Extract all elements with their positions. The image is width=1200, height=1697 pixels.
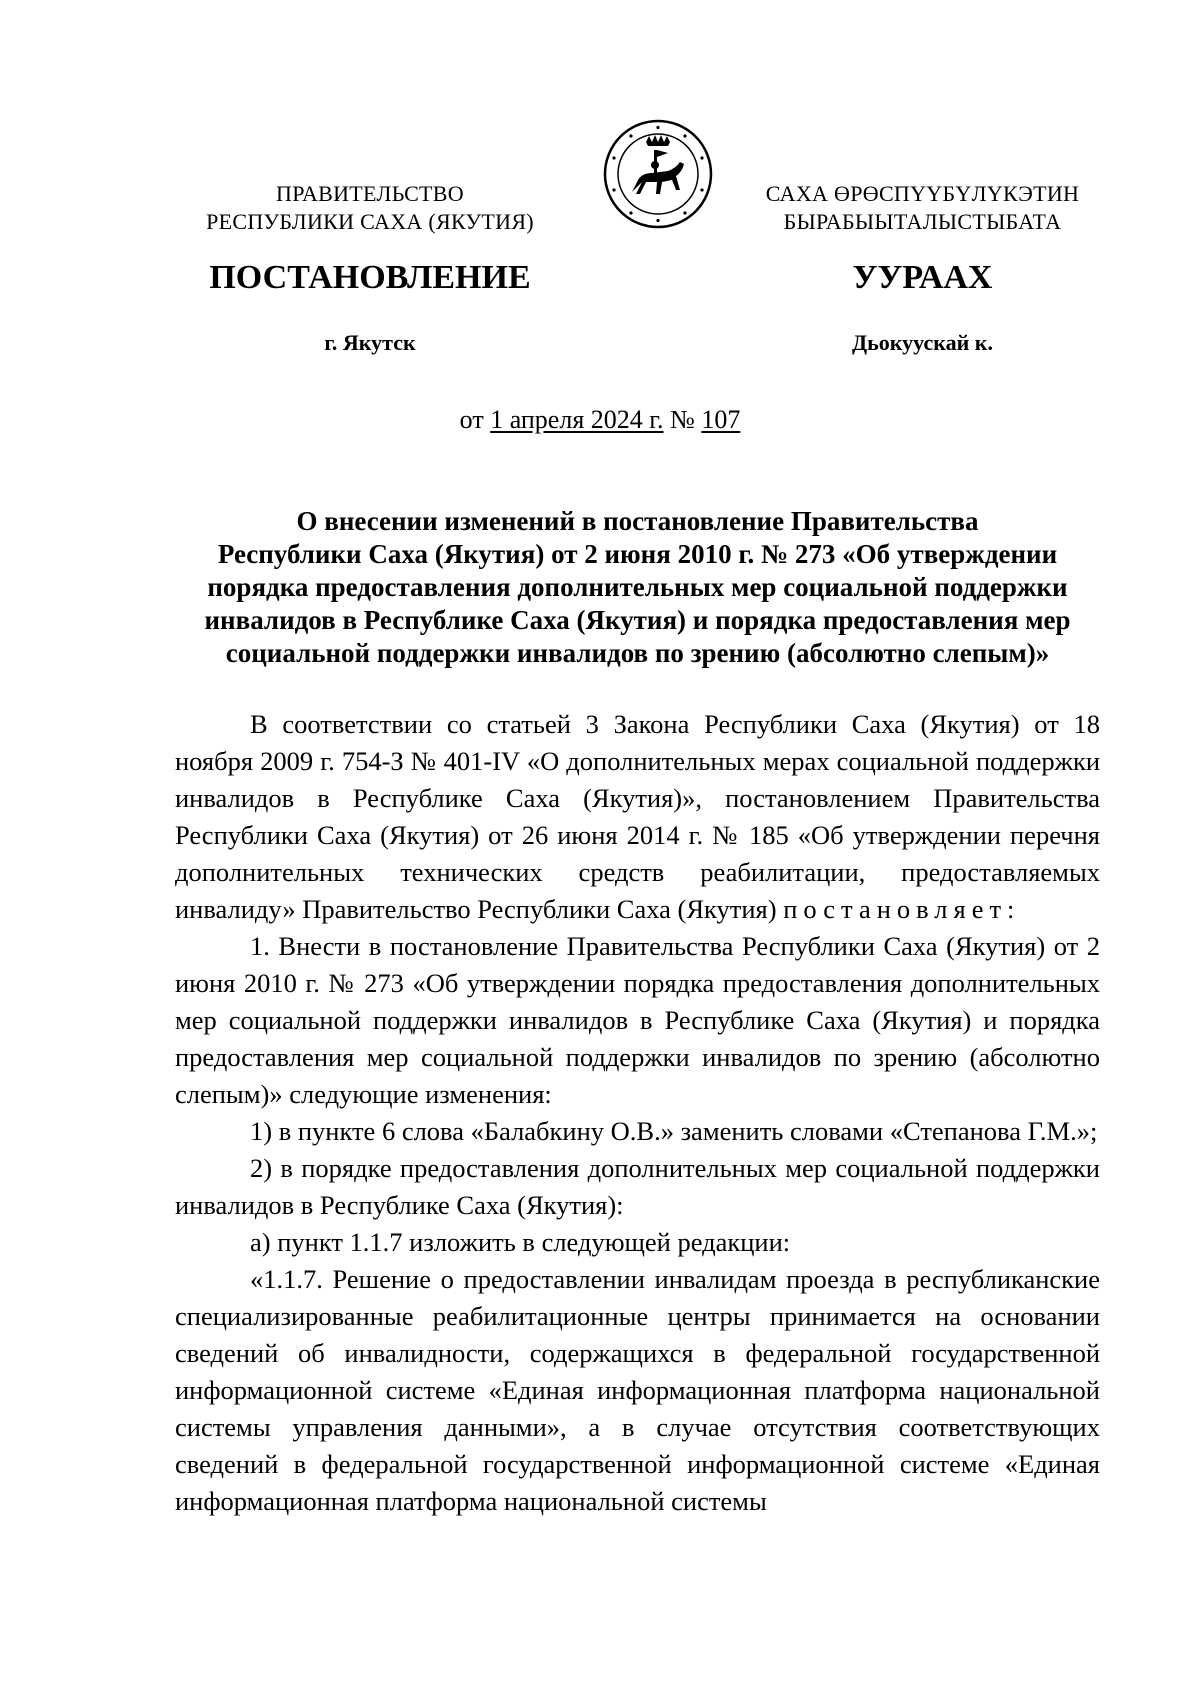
city-yakut: Дьокуускай к. bbox=[852, 330, 993, 355]
city-russian: г. Якутск bbox=[324, 330, 416, 355]
subject-line: инвалидов в Республике Саха (Якутия) и порядка предоставления мер bbox=[204, 605, 1071, 635]
paragraph-subitem-a: а) пункт 1.1.7 изложить в следующей редакции: bbox=[250, 1227, 791, 1257]
document-date: 1 апреля 2024 г. bbox=[490, 405, 664, 434]
preamble-text: В соответствии со статьей 3 Закона Республики Саха (Якутия) от 18 ноября 2009 г. 754-З № 401-IV «О дополнительных мерах социальной поддержки инвалидов в Республике Саха (Якутия)», постановлением Правительства Республики Саха (Якутия) от 26 июня 2014 г. № 185 «Об утверждении перечня дополнительных технических средств реабилитации, предоставляемых инвалиду» Правительство Республики Саха (Якутия) bbox=[175, 709, 1100, 924]
paragraph-item-1: 1. Внести в постановление Правительства Республики Саха (Якутия) от 2 июня 2010 г. № 273 «Об утверждении порядка предоставления дополнительных мер социальной поддержки инвалидов в Республике Саха (Якутия) и порядка предоставления мер социальной поддержки инвалидов по зрению (абсолютно слепым)» следующие изменения: bbox=[175, 931, 1100, 1109]
government-name-yakut bbox=[745, 180, 1100, 236]
subject-line: Республики Саха (Якутия) от 2 июня 2010 г. № 273 «Об утверждении bbox=[217, 539, 1058, 569]
number-sign: № bbox=[670, 405, 695, 434]
subject-line: О внесении изменений в постановление Правительства bbox=[296, 506, 979, 536]
paragraph-subitem-1: 1) в пункте 6 слова «Балабкину О.В.» заменить словами «Степанова Г.М.»; bbox=[250, 1116, 1098, 1146]
dateline-prefix: от bbox=[459, 405, 484, 434]
government-name-yakut-line2: БЫРАБЫЫТАЛЫСТЫБАТА bbox=[783, 209, 1062, 234]
document-type-russian: ПОСТАНОВЛЕНИЕ bbox=[209, 259, 531, 296]
document-number: 107 bbox=[701, 405, 741, 434]
document-dateline bbox=[0, 405, 1200, 435]
document-body bbox=[175, 706, 1100, 1520]
government-name-line2: РЕСПУБЛИКИ САХА (ЯКУТИЯ) bbox=[206, 209, 534, 234]
subject-line: социальной поддержки инвалидов по зрению (абсолютно слепым)» bbox=[225, 638, 1050, 668]
paragraph-preamble bbox=[175, 706, 1100, 928]
government-name-russian bbox=[175, 180, 565, 236]
government-name-line1: ПРАВИТЕЛЬСТВО bbox=[276, 181, 464, 206]
document-subject bbox=[175, 505, 1100, 670]
resolves-word: постановляет: bbox=[783, 894, 1021, 924]
document-type-yakut: УУРААХ bbox=[852, 259, 993, 296]
government-name-yakut-line1: САХА ӨРӨСПҮҮБҮЛҮКЭТИН bbox=[765, 181, 1080, 206]
paragraph-subitem-2: 2) в порядке предоставления дополнительных мер социальной поддержки инвалидов в Республике Саха (Якутия): bbox=[175, 1153, 1100, 1220]
coat-of-arms-emblem-icon bbox=[602, 118, 714, 230]
paragraph-quoted-1-1-7: «1.1.7. Решение о предоставлении инвалидам проезда в республиканские специализированные реабилитационные центры принимается на основании сведений об инвалидности, содержащихся в федеральной государственной информационной системе «Единая информационная платформа национальной системы управления данными», а в случае отсутствия соответствующих сведений в федеральной государственной информационной системе «Единая информационная платформа национальной системы bbox=[175, 1264, 1100, 1516]
subject-line: порядка предоставления дополнительных мер социальной поддержки bbox=[207, 572, 1068, 602]
